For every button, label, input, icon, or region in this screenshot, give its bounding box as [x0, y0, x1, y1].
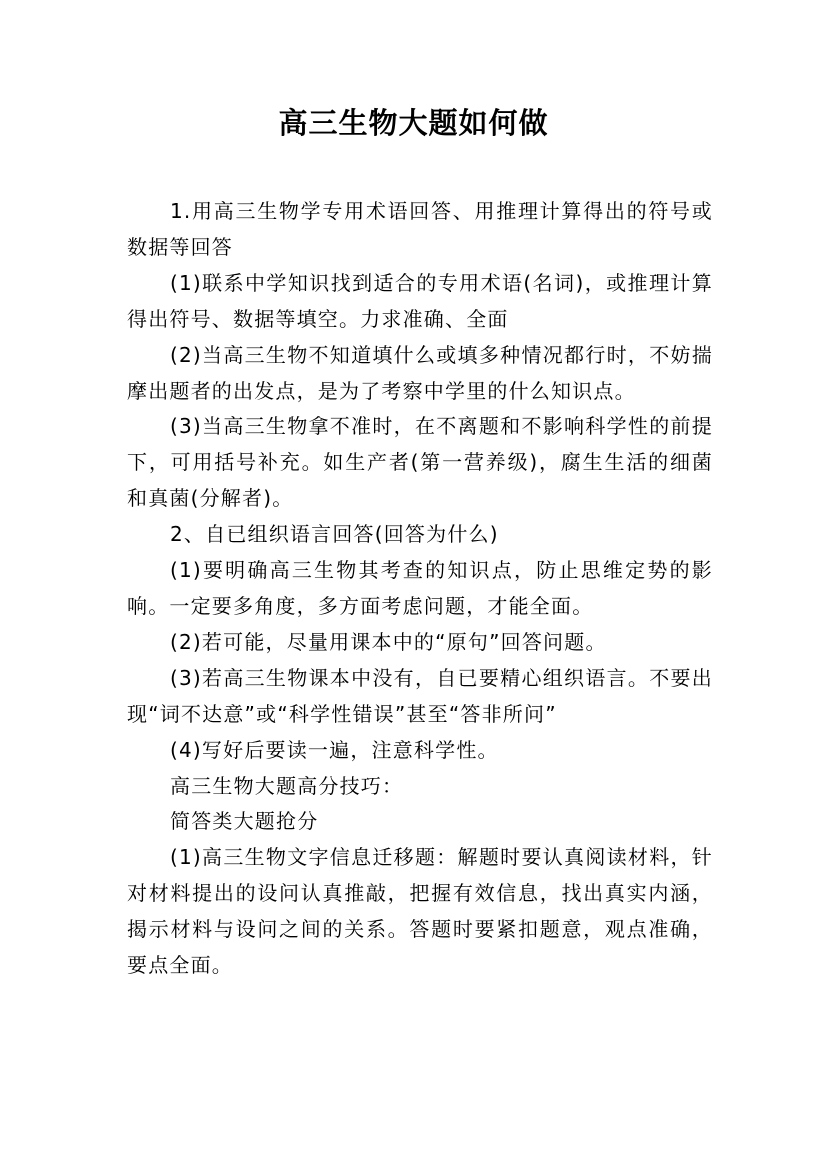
paragraph: (4)写好后要读一遍，注意科学性。	[170, 737, 499, 762]
paragraph: 简答类大题抢分	[170, 809, 319, 834]
paragraph: (3)若高三生物课本中没有，自已要精心组织语言。不要出现“词不达意”或“科学性错误”甚至“答非所问”	[127, 665, 713, 726]
paragraph: (1)要明确高三生物其考查的知识点，防止思维定势的影响。一定要多角度，多方面考虑问题，才能全面。	[127, 558, 713, 618]
paragraph: (1)联系中学知识找到适合的专用术语(名词)，或推理计算得出符号、数据等填空。力求准确、全面	[127, 270, 713, 331]
paragraph: (1)高三生物文字信息迁移题：解题时要认真阅读材料，针对材料提出的设问认真推敲，把握有效信息，找出真实内涵，揭示材料与设问之间的关系。答题时要紧扣题意，观点准确，要点全面。	[127, 845, 713, 978]
paragraph: 2、自已组织语言回答(回答为什么)	[170, 522, 499, 547]
document-title: 高三生物大题如何做	[278, 106, 549, 140]
paragraph: (3)当高三生物拿不准时，在不离题和不影响科学性的前提下，可用括号补充。如生产者(第一营养级)，腐生生活的细菌和真菌(分解者)。	[127, 414, 713, 511]
paragraph: (2)当高三生物不知道填什么或填多种情况都行时，不妨揣摩出题者的出发点，是为了考察中学里的什么知识点。	[127, 342, 713, 403]
paragraph: 高三生物大题高分技巧：	[170, 773, 404, 798]
paragraph: (2)若可能，尽量用课本中的“原句”回答问题。	[170, 629, 607, 654]
document-body	[127, 194, 713, 984]
paragraph: 1.用高三生物学专用术语回答、用推理计算得出的符号或数据等回答	[127, 199, 713, 259]
